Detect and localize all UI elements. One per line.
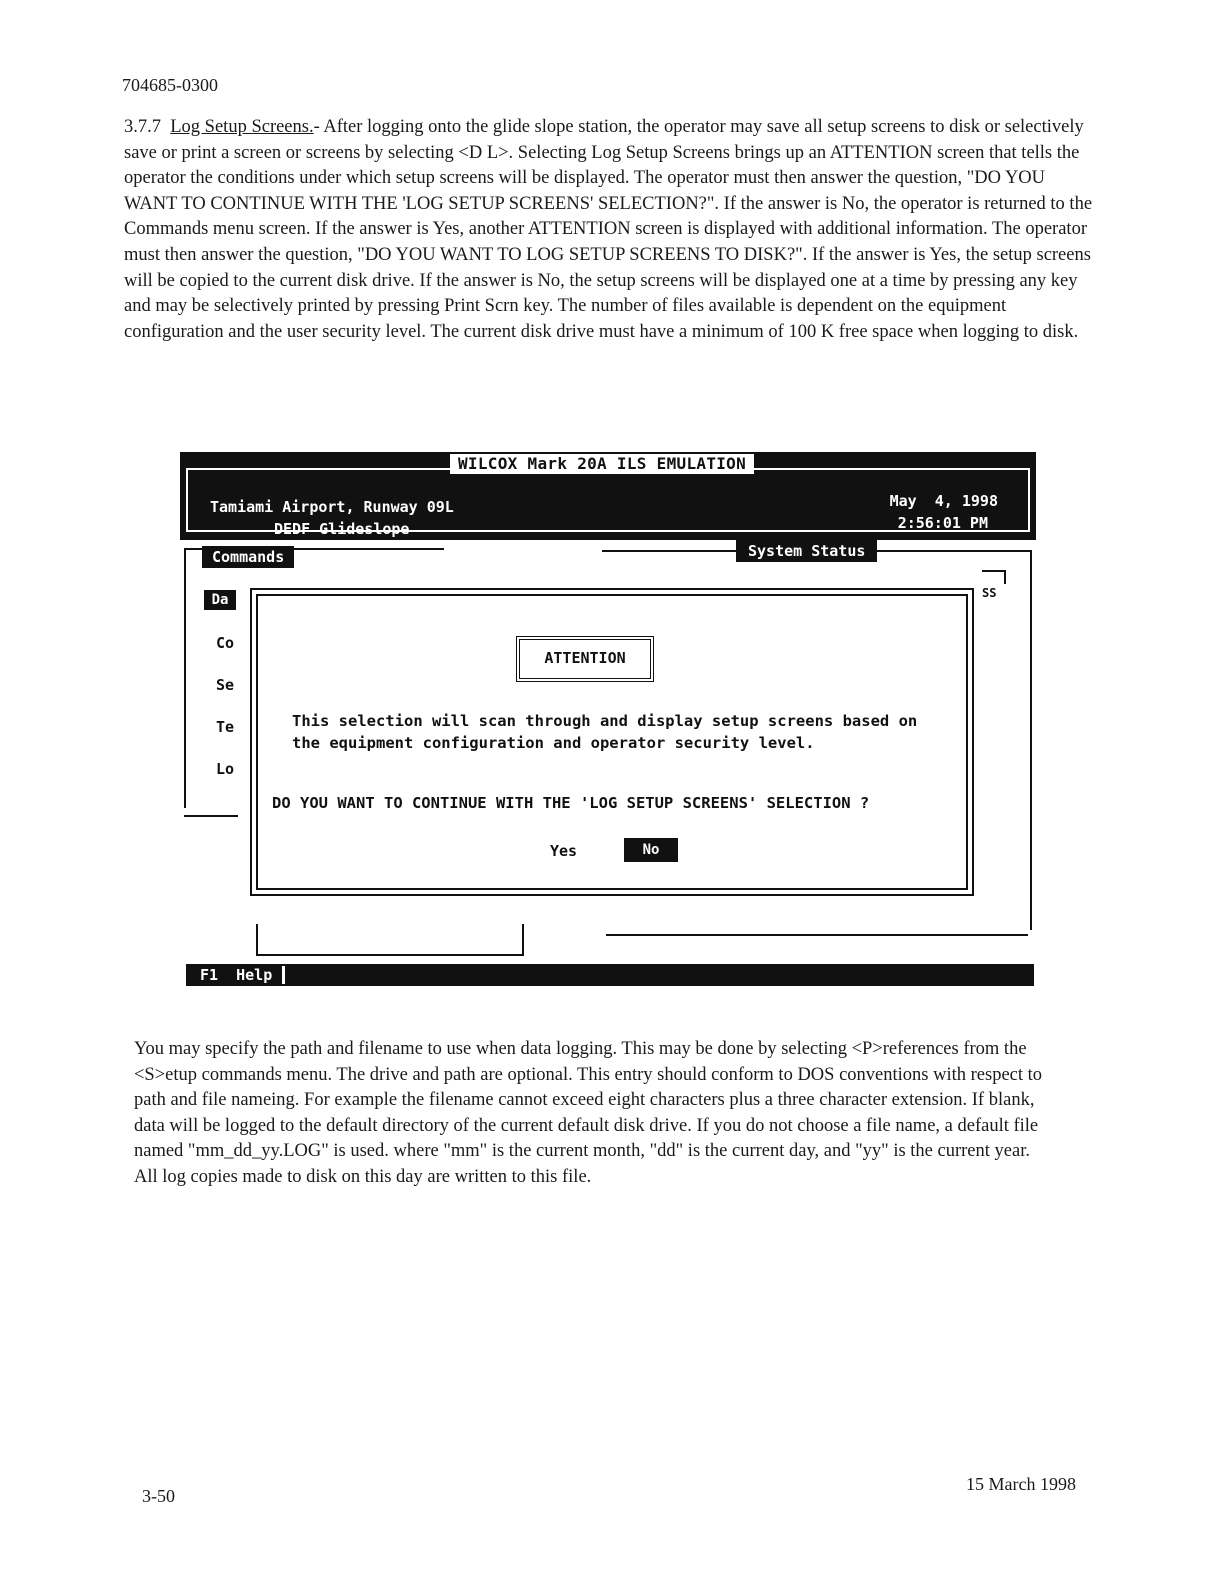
document-number: 704685-0300 [122, 75, 218, 95]
page-number: 3-50 [142, 1486, 175, 1506]
commands-item[interactable]: Se [216, 676, 235, 694]
dialog-heading: ATTENTION [516, 636, 654, 682]
status-panel-edge [606, 934, 1028, 936]
yes-option[interactable]: Yes [550, 842, 578, 860]
dialog-question: DO YOU WANT TO CONTINUE WITH THE 'LOG SETUP SCREENS' SELECTION ? [272, 794, 870, 812]
no-option[interactable]: No [624, 838, 678, 862]
small-panel [256, 924, 524, 956]
help-key-label: Help [236, 966, 273, 984]
section-body: - After logging onto the glide slope station, the operator may save all setup screens to disk or selectively save or print a screen or screens by selecting <D L>. Selecting Log Setup Screens brings up an ATTENTION screen that tells the operator the conditions under which setup screens will be displayed. The operator must then answer the question, "DO YOU WANT TO CONTINUE WITH THE 'LOG SETUP SCREENS' SELECTION?". If the answer is No, the operator is returned to the Commands menu screen. If the answer is Yes, another ATTENTION screen is displayed with additional information. The operator must then answer the question, "DO YOU WANT TO LOG SETUP SCREENS TO DISK?". If the answer is Yes, the setup screens will be copied to the current disk drive. If the answer is No, the setup screens will be displayed one at a time by pressing any key and may be selectively printed by pressing Print Scrn key. The number of files available is dependent on the equipment configuration and the user security level. The current disk drive must have a minimum of 100 K free space when logging to disk. [124, 117, 1093, 342]
section-number: 3.7.7 [124, 117, 161, 137]
commands-item[interactable]: Co [216, 634, 235, 652]
footer-date: 15 March 1998 [966, 1474, 1076, 1494]
status-panel-corner [982, 570, 1006, 584]
screen-time: 2:56:01 PM [897, 514, 988, 532]
commands-item[interactable]: Lo [216, 760, 235, 778]
screen-title: WILCOX Mark 20A ILS EMULATION [450, 454, 754, 474]
help-key[interactable] [194, 966, 285, 984]
airport-runway: Tamiami Airport, Runway 09L [210, 498, 454, 516]
commands-item-selected[interactable]: Da [204, 590, 236, 610]
section-paragraph [124, 115, 1094, 345]
dialog-message: This selection will scan through and display setup screens based on the equipment configuration and operator security level. [292, 712, 918, 752]
screen-capture [180, 452, 1042, 992]
system-status-label: System Status [736, 540, 877, 562]
screen-header-frame [186, 468, 1030, 538]
screen-date: May 4, 1998 [889, 492, 998, 510]
subsystem-name: DEDF Glideslope [274, 520, 410, 538]
help-key-code: F1 [200, 966, 219, 984]
status-fragment: SS [982, 586, 997, 600]
commands-label[interactable]: Commands [202, 546, 294, 568]
function-key-bar [186, 964, 1034, 986]
body-paragraph: You may specify the path and filename to use when data logging. This may be done by selecting <P>references from the <S>etup commands menu. The drive and path are optional. This entry should conform to DOS conventions with respect to path and file nameing. For example the filename cannot exceed eight characters plus a three character extension. If blank, data will be logged to the default directory of the current default disk drive. If you do not choose a file name, a default file named "mm_dd_yy.LOG" is used. where "mm" is the current month, "dd" is the current day, and "yy" is the current year. All log copies made to disk on this day are written to this file. [134, 1039, 1043, 1187]
attention-dialog [250, 588, 974, 896]
commands-item[interactable]: Te [216, 718, 235, 736]
section-title: Log Setup Screens. [170, 117, 314, 137]
commands-panel-edge [184, 815, 238, 817]
screen-header [180, 452, 1036, 540]
